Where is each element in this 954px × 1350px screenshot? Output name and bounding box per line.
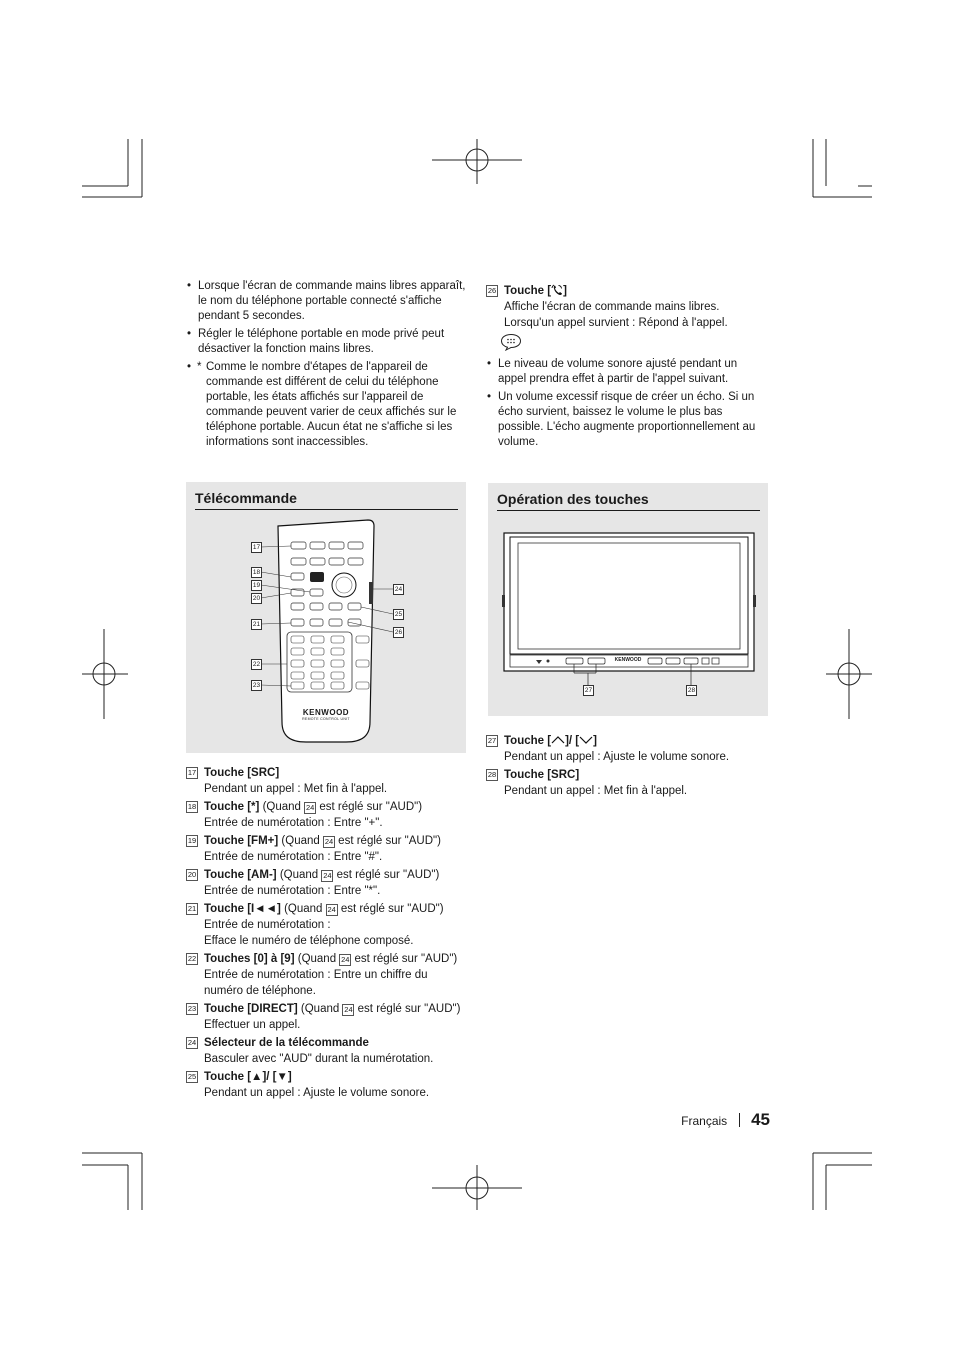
- head-unit-illustration: [488, 483, 768, 716]
- entry-condition-post: est réglé sur "AUD"): [351, 953, 458, 965]
- entry-condition-pre: (Quand: [297, 953, 340, 965]
- entry-title-prefix: Touche [: [504, 285, 552, 297]
- entry-title: Touches [0] à [9]: [204, 953, 295, 965]
- callout-27: 27: [584, 687, 593, 694]
- entry-ref: 24: [305, 803, 315, 812]
- remote-panel: [186, 482, 466, 753]
- entry-line: Pendant un appel : Ajuste le volume sonore.: [204, 1087, 430, 1099]
- entry-condition-pre: (Quand: [279, 869, 322, 881]
- entry-19: [186, 833, 476, 865]
- entry-line: Affiche l'écran de commande mains libres.: [504, 301, 720, 313]
- entry-number: 24: [187, 1038, 197, 1047]
- callout-23: 23: [252, 682, 261, 689]
- entry-condition-pre: (Quand: [284, 903, 326, 915]
- entry-25: [186, 1069, 476, 1101]
- entry-number: 18: [187, 802, 197, 811]
- entry-number: 27: [487, 736, 497, 745]
- chevron-up-icon: [551, 735, 565, 745]
- entry-ref: 24: [341, 955, 350, 964]
- entry-line: Lorsqu'un appel survient : Répond à l'appel.: [504, 317, 728, 329]
- phone-icon: [551, 284, 563, 296]
- right-entries: [486, 733, 776, 803]
- entry-24: [186, 1035, 476, 1067]
- entry-number: 21: [187, 904, 197, 913]
- entry-number: 26: [487, 286, 497, 295]
- entry-title: Touche [▲]/ [▼]: [204, 1071, 292, 1083]
- callout-17: 17: [252, 544, 261, 551]
- entry-line: Entrée de numérotation : Entre "*".: [204, 885, 381, 897]
- entry-title: Sélecteur de la télécommande: [204, 1037, 369, 1049]
- top-left-notes: [186, 279, 466, 453]
- entry-18: [186, 799, 476, 831]
- entry-23: [186, 1001, 476, 1033]
- callout-24: 24: [394, 586, 403, 593]
- entry-title: Touche [SRC]: [204, 767, 280, 779]
- entry-title: Touche [SRC]: [504, 769, 580, 781]
- footer-separator: [739, 1113, 740, 1127]
- callout-22: 22: [252, 661, 261, 668]
- note-bullet: • Régler le téléphone portable en mode privé peut désactiver la fonction mains libres.: [186, 327, 466, 357]
- entry-ref: 24: [344, 1005, 353, 1014]
- entry-title-suffix: ]: [563, 285, 567, 297]
- note-asterisk: [186, 360, 466, 450]
- entry-title: Touche [*]: [204, 801, 260, 813]
- entry-title: Touche [FM+]: [204, 835, 279, 847]
- callout-21: 21: [252, 621, 261, 628]
- entry-line: numéro de téléphone.: [204, 985, 316, 997]
- entry-condition-pre: (Quand: [262, 801, 305, 813]
- entry-number: 23: [187, 1004, 197, 1013]
- entry-condition-post: est réglé sur "AUD"): [334, 835, 441, 847]
- entry-condition-post: est réglé sur "AUD"): [337, 903, 444, 915]
- entry-21: [186, 901, 476, 949]
- asterisk-text: Comme le nombre d'étapes de l'appareil de commande est différent de celui du téléphone portable, les états affichés sur l'appareil de commande peuvent varier de ceux affichés sur le téléphone portable. Aucun état ne s'affiche si les informations sont inaccessibles.: [206, 361, 457, 448]
- entry-27: [486, 733, 776, 765]
- entry-condition-post: est réglé sur "AUD"): [333, 869, 440, 881]
- entry-condition-post: est réglé sur "AUD"): [354, 1003, 461, 1015]
- callout-19: 19: [252, 582, 261, 589]
- asterisk-marker: • *: [197, 361, 202, 373]
- remote-panel-title: Télécommande: [195, 488, 458, 510]
- entry-26: [486, 283, 768, 356]
- entry-number: 28: [487, 770, 497, 779]
- left-entries: [186, 765, 476, 1105]
- entry-condition-pre: (Quand: [300, 1003, 343, 1015]
- entry-title: Touche [AM-]: [204, 869, 277, 881]
- entry-line: Pendant un appel : Ajuste le volume sonore.: [504, 751, 730, 763]
- top-right-notes: [486, 357, 768, 453]
- callout-26: 26: [394, 629, 403, 636]
- entry-title: Touche [I◄◄]: [204, 903, 281, 915]
- note-bullet: • Un volume excessif risque de créer un écho. Si un écho survient, baissez le volume le plus bas possible. L'écho augmente proportionnellement au volume.: [486, 390, 768, 450]
- footer-language: Français: [681, 1114, 728, 1128]
- entry-line: Entrée de numérotation : Entre un chiffre du: [204, 969, 428, 981]
- entry-number: 19: [187, 836, 197, 845]
- entry-number: 20: [187, 870, 197, 879]
- page-footer: [660, 1110, 770, 1130]
- entry-title-prefix: Touche [: [504, 735, 552, 747]
- note-bullet: • Lorsque l'écran de commande mains libres apparaît, le nom du téléphone portable connecté s'affiche pendant 5 secondes.: [186, 279, 466, 324]
- entry-ref: 24: [323, 871, 332, 880]
- chevron-down-icon: [579, 735, 593, 745]
- entry-line: Entrée de numérotation :: [204, 919, 331, 931]
- entry-line: Effectuer un appel.: [204, 1019, 301, 1031]
- entry-17: [186, 765, 476, 797]
- entry-20: [186, 867, 476, 899]
- entry-title-suffix: ]: [593, 735, 597, 747]
- entry-line: Efface le numéro de téléphone composé.: [204, 935, 414, 947]
- entry-ref: 24: [327, 905, 336, 914]
- entry-condition-post: est réglé sur "AUD"): [316, 801, 423, 813]
- speech-bubble-icon: [500, 333, 522, 351]
- note-bullet: • Le niveau de volume sonore ajusté pendant un appel prendra effet à partir de l'appel suivant.: [486, 357, 768, 387]
- page-number: 45: [751, 1110, 770, 1129]
- entry-condition-pre: (Quand: [281, 835, 323, 847]
- callout-20: 20: [252, 595, 261, 602]
- buttons-panel-title: Opération des touches: [497, 489, 760, 511]
- entry-number: 22: [187, 954, 197, 963]
- buttons-panel: [488, 483, 768, 716]
- entry-title: Touche [DIRECT]: [204, 1003, 298, 1015]
- entry-line: Basculer avec "AUD" durant la numérotation.: [204, 1053, 434, 1065]
- entry-line: Pendant un appel : Met fin à l'appel.: [204, 783, 388, 795]
- entry-title-mid: ]/ [: [565, 735, 580, 747]
- entry-line: Pendant un appel : Met fin à l'appel.: [504, 785, 688, 797]
- head-unit-brand: KENWOOD: [614, 657, 642, 663]
- callout-25: 25: [394, 611, 403, 618]
- entry-line: Entrée de numérotation : Entre "+".: [204, 817, 383, 829]
- callout-28: 28: [687, 687, 696, 694]
- entry-number: 25: [187, 1072, 197, 1081]
- entry-number: 17: [187, 768, 197, 777]
- remote-brand: KENWOOD: [302, 708, 350, 717]
- remote-subtitle: REMOTE CONTROL UNIT: [302, 717, 350, 721]
- entry-28: [486, 767, 776, 799]
- entry-ref: 24: [324, 837, 334, 846]
- entry-line: Entrée de numérotation : Entre "#".: [204, 851, 383, 863]
- callout-18: 18: [252, 569, 261, 576]
- entry-22: [186, 951, 476, 999]
